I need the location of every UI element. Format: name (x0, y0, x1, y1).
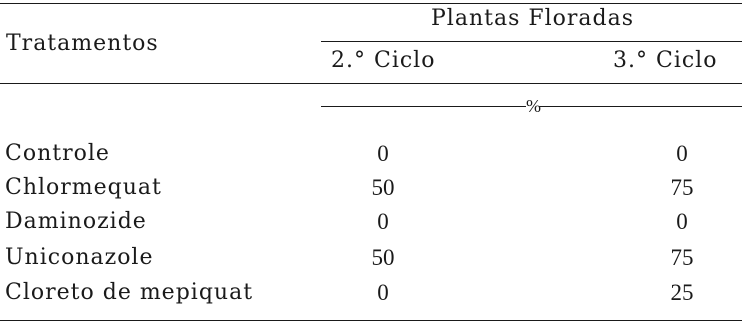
top-rule (0, 3, 742, 4)
table-row (0, 173, 742, 207)
unit-percent: % (526, 96, 541, 116)
unit-row (321, 93, 742, 119)
treatment-name: Uniconazole (5, 245, 154, 270)
treatment-name: Cloreto de mepiquat (5, 280, 254, 305)
unit-line-right (539, 106, 742, 107)
table-row (0, 243, 742, 277)
treatment-name: Daminozide (5, 209, 147, 234)
group-rule (321, 41, 742, 42)
cycle-2-value: 0 (377, 280, 389, 305)
cycle-3-value: 75 (670, 175, 694, 200)
cycle-2-value: 50 (371, 245, 395, 270)
bottom-rule (0, 320, 742, 321)
cycle-2-value: 50 (371, 175, 395, 200)
treatment-name: Controle (5, 141, 110, 166)
header-treatments: Tratamentos (6, 31, 159, 56)
header-flowered-plants: Plantas Floradas (431, 6, 635, 31)
header-bottom-rule (0, 83, 742, 84)
header-cycle-2: 2.° Ciclo (331, 48, 436, 73)
header-cycle-3: 3.° Ciclo (613, 48, 718, 73)
table-row (0, 207, 742, 241)
cycle-3-value: 25 (670, 280, 694, 305)
cycle-3-value: 75 (670, 245, 694, 270)
table-row (0, 139, 742, 173)
cycle-3-value: 0 (676, 141, 688, 166)
cycle-2-value: 0 (377, 141, 389, 166)
cycle-3-value: 0 (676, 209, 688, 234)
table-row (0, 278, 742, 312)
cycle-2-value: 0 (377, 209, 389, 234)
unit-line-left (321, 106, 526, 107)
treatment-name: Chlormequat (5, 175, 162, 200)
